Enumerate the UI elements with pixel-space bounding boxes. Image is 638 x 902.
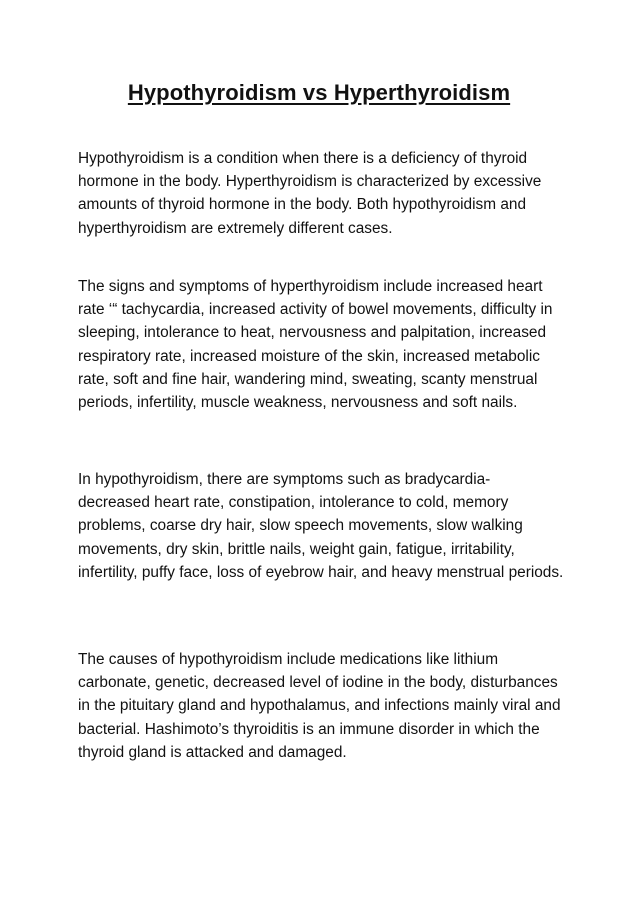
paragraph-hypothyroidism-symptoms: In hypothyroidism, there are symptoms such as bradycardia- decreased heart rate, constipation, intolerance to cold, memory problems, coarse dry hair, slow speech movements, slow walking movements, dry skin, brittle nails, weight gain, fatigue, irritability, infertility, puffy face, loss of eyebrow hair, and heavy menstrual periods. <box>78 471 564 581</box>
page-title: Hypothyroidism vs Hyperthyroidism <box>127 80 511 105</box>
paragraph-definitions: Hypothyroidism is a condition when there is a deficiency of thyroid hormone in the body. Hyperthyroidism is characterized by excessive amounts of thyroid hormone in the body. Both hypothyroidism and hyperthyroidism are extremely different cases. <box>78 150 542 237</box>
paragraph-hyperthyroidism-symptoms: The signs and symptoms of hyperthyroidism include increased heart rate ‘“ tachycardia, increased activity of bowel movements, difficulty in sleeping, intolerance to heat, nervousness and palpitation, increased respiratory rate, increased moisture of the skin, increased metabolic rate, soft and fine hair, wandering mind, sweating, scanty menstrual periods, infertility, muscle weakness, nervousness and soft nails. <box>78 278 553 412</box>
paragraph-hypothyroidism-causes: The causes of hypothyroidism include medications like lithium carbonate, genetic, decreased level of iodine in the body, disturbances in the pituitary gland and hypothalamus, and infections mainly viral and bacterial. Hashimoto’s thyroiditis is an immune disorder in which the thyroid gland is attacked and damaged. <box>78 651 561 761</box>
